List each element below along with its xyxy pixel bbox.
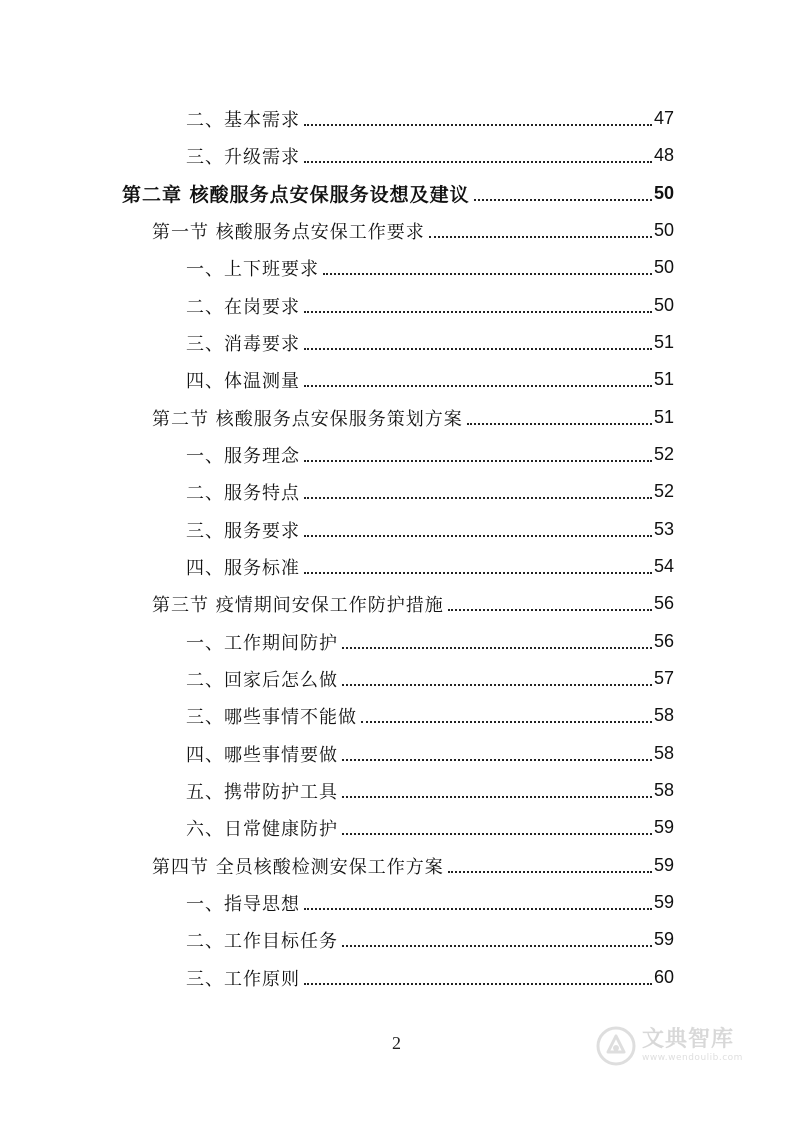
dot-leader [304, 460, 652, 462]
toc-entry-page: 59 [653, 929, 674, 949]
watermark-url: www.wendoulib.com [642, 1053, 743, 1063]
toc-entry[interactable] [186, 436, 674, 473]
dot-leader [304, 983, 652, 985]
toc-entry-title: 二、基本需求 [186, 109, 300, 131]
toc-entry-page: 56 [653, 593, 674, 613]
dot-leader [474, 199, 652, 201]
toc-entry-title: 五、携带防护工具 [186, 781, 338, 803]
dot-leader [323, 273, 652, 275]
toc-entry[interactable] [186, 921, 674, 958]
toc-entry-page: 52 [653, 444, 674, 464]
toc-entry-title: 二、在岗要求 [186, 296, 300, 318]
toc-entry-page: 58 [653, 743, 674, 763]
toc-entry-page: 50 [653, 220, 674, 240]
toc-entry-page: 59 [653, 855, 674, 875]
toc-entry[interactable] [186, 137, 674, 174]
toc-entry-title: 四、服务标准 [186, 557, 300, 579]
dot-leader [342, 833, 652, 835]
toc-entry-title: 第二节 核酸服务点安保服务策划方案 [152, 408, 463, 430]
toc-entry[interactable] [186, 884, 674, 921]
toc-entry-title: 四、体温测量 [186, 370, 300, 392]
toc-section-entry[interactable] [152, 585, 674, 622]
toc-section-entry[interactable] [152, 399, 674, 436]
toc-entry-title: 六、日常健康防护 [186, 818, 338, 840]
toc-entry[interactable] [186, 697, 674, 734]
toc-entry-page: 51 [653, 407, 674, 427]
toc-entry-page: 51 [653, 332, 674, 352]
toc-entry-title: 第三节 疫情期间安保工作防护措施 [152, 594, 444, 616]
toc-entry[interactable] [186, 473, 674, 510]
toc-entry-page: 50 [653, 257, 674, 277]
toc-section-entry[interactable] [152, 212, 674, 249]
watermark-name: 文典智库 [642, 1027, 735, 1052]
toc-entry-page: 56 [653, 631, 674, 651]
dot-leader [304, 124, 652, 126]
toc-entry-page: 53 [653, 519, 674, 539]
toc-entry-page: 58 [653, 780, 674, 800]
toc-entry-title: 三、消毒要求 [186, 333, 300, 355]
dot-leader [304, 535, 652, 537]
toc-entry[interactable] [186, 324, 674, 361]
dot-leader [304, 908, 652, 910]
dot-leader [448, 871, 652, 873]
dot-leader [304, 311, 652, 313]
toc-entry[interactable] [186, 249, 674, 286]
dot-leader [304, 497, 652, 499]
toc-entry-title: 二、工作目标任务 [186, 930, 338, 952]
dot-leader [304, 161, 652, 163]
toc-entry-page: 59 [653, 817, 674, 837]
toc-entry[interactable] [186, 959, 674, 996]
toc-entry-page: 51 [653, 369, 674, 389]
toc-entry-page: 59 [653, 892, 674, 912]
toc-entry-page: 52 [653, 481, 674, 501]
toc-entry-title: 一、指导思想 [186, 893, 300, 915]
dot-leader [342, 647, 652, 649]
toc-entry-page: 58 [653, 705, 674, 725]
toc-entry-page: 50 [653, 295, 674, 315]
dot-leader [342, 796, 652, 798]
toc-entry[interactable] [186, 100, 674, 137]
toc-entry-title: 三、工作原则 [186, 968, 300, 990]
toc-entry-title: 第四节 全员核酸检测安保工作方案 [152, 856, 444, 878]
toc-entry-title: 四、哪些事情要做 [186, 744, 338, 766]
toc-entry-page: 50 [653, 183, 674, 203]
toc-entry[interactable] [186, 511, 674, 548]
watermark-logo-icon [596, 1026, 636, 1066]
toc-entry-title: 第二章 核酸服务点安保服务设想及建议 [122, 184, 470, 206]
toc-entry-page: 47 [653, 108, 674, 128]
dot-leader [304, 348, 652, 350]
toc-entry-page: 57 [653, 668, 674, 688]
toc-entry-page: 54 [653, 556, 674, 576]
toc-entry[interactable] [186, 548, 674, 585]
toc-entry[interactable] [186, 660, 674, 697]
dot-leader [429, 236, 652, 238]
dot-leader [304, 572, 652, 574]
toc-entry[interactable] [186, 772, 674, 809]
toc-entry[interactable] [186, 809, 674, 846]
toc-entry-page: 48 [653, 145, 674, 165]
dot-leader [448, 609, 652, 611]
toc-entry-title: 一、工作期间防护 [186, 632, 338, 654]
toc-entry-title: 三、哪些事情不能做 [186, 706, 357, 728]
toc-entry-title: 二、服务特点 [186, 482, 300, 504]
toc-entry[interactable] [186, 287, 674, 324]
toc-entry-title: 三、升级需求 [186, 146, 300, 168]
dot-leader [361, 721, 652, 723]
toc-entry-page: 60 [653, 967, 674, 987]
toc-chapter-entry[interactable] [122, 175, 674, 212]
watermark [596, 1024, 786, 1068]
toc-entry[interactable] [186, 623, 674, 660]
toc-entry-title: 一、上下班要求 [186, 258, 319, 280]
toc-entry-title: 二、回家后怎么做 [186, 669, 338, 691]
page-number: 2 [392, 1033, 401, 1053]
dot-leader [342, 759, 652, 761]
dot-leader [304, 385, 652, 387]
toc-entry[interactable] [186, 735, 674, 772]
toc-entry-title: 一、服务理念 [186, 445, 300, 467]
dot-leader [467, 423, 652, 425]
toc-entry-title: 第一节 核酸服务点安保工作要求 [152, 221, 425, 243]
toc-entry-title: 三、服务要求 [186, 520, 300, 542]
toc-section-entry[interactable] [152, 847, 674, 884]
toc-entry[interactable] [186, 361, 674, 398]
dot-leader [342, 684, 652, 686]
dot-leader [342, 945, 652, 947]
